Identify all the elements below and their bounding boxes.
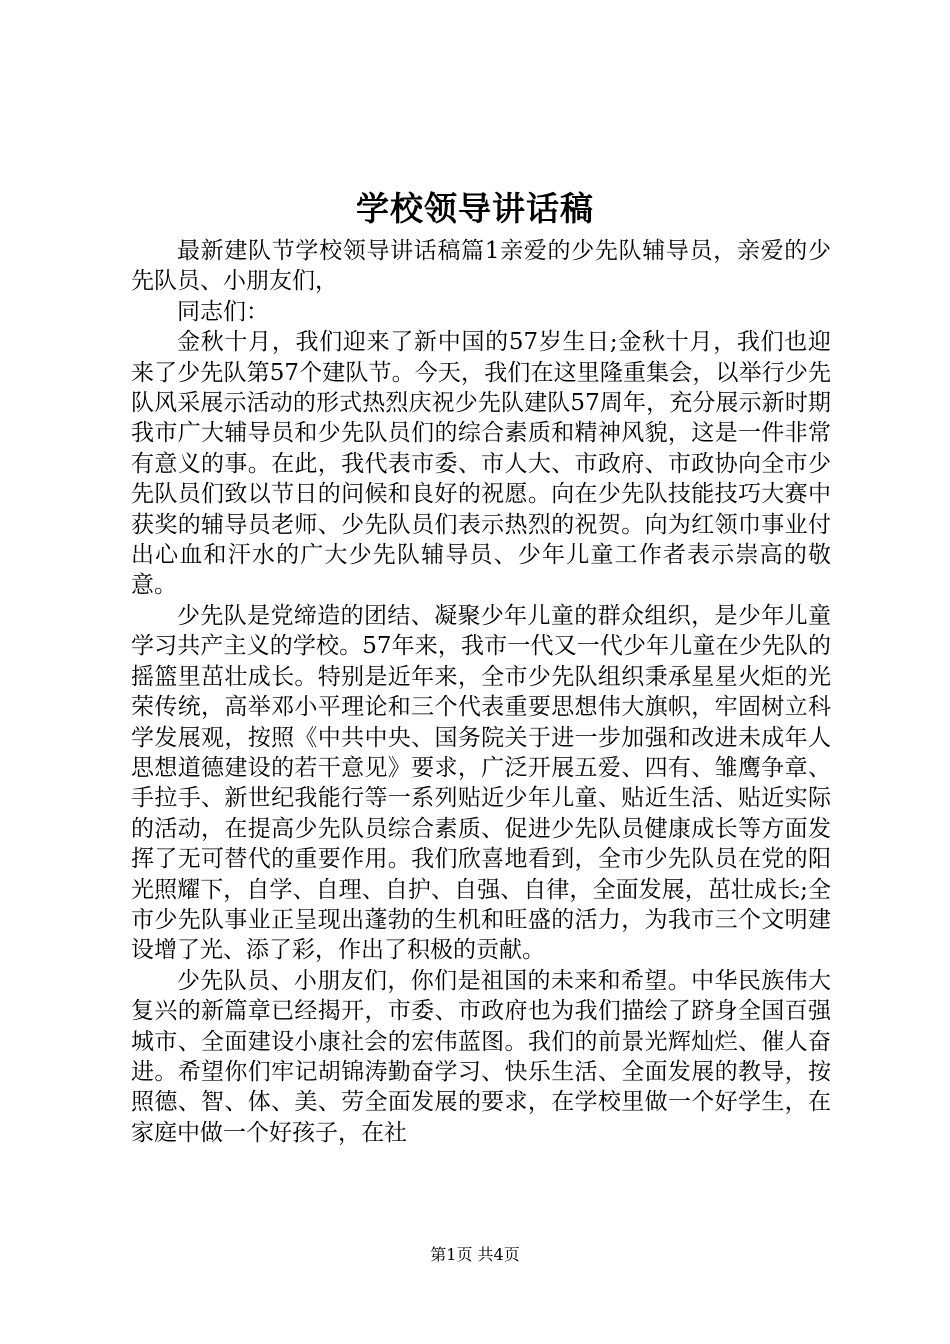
- paragraph-golden-autumn: 金秋十月，我们迎来了新中国的57岁生日;金秋十月，我们也迎来了少先队第57个建队节。今天，我们在这里隆重集会，以举行少先队风采展示活动的形式热烈庆祝少先队建队57周年，充分展示新时期我市广大辅导员和少先队员们的综合素质和精神风貌，这是一件非常有意义的事。在此，我代表市委、市人大、市政府、市政协向全市少先队员们致以节日的问候和良好的祝愿。向在少先队技能技巧大赛中获奖的辅导员老师、少先队员们表示热烈的祝贺。向为红领巾事业付出心血和汗水的广大少先队辅导员、少年儿童工作者表示崇高的敬意。: [131, 329, 831, 599]
- paragraph-comrades: 同志们：: [177, 298, 269, 325]
- paragraph-greeting: 最新建队节学校领导讲话稿篇1亲爱的少先队辅导员，亲爱的少先队员、小朋友们，: [131, 238, 831, 295]
- paragraph-future-hope: 少先队员、小朋友们，你们是祖国的未来和希望。中华民族伟大复兴的新篇章已经揭开，市委、市政府也为我们描绘了跻身全国百强城市、全面建设小康社会的宏伟蓝图。我们的前景光辉灿烂、催人奋进。希望你们牢记胡锦涛勤奋学习、快乐生活、全面发展的教导，按照德、智、体、美、劳全面发展的要求，在学校里做一个好学生，在家庭中做一个好孩子，在社: [131, 967, 831, 1146]
- page-number-footer: 第1页 共4页: [430, 1245, 520, 1264]
- paragraph-young-pioneers: 少先队是党缔造的团结、凝聚少年儿童的群众组织，是少年儿童学习共产主义的学校。57年来，我市一代又一代少年儿童在少先队的摇篮里茁壮成长。特别是近年来，全市少先队组织秉承星星火炬的光荣传统，高举邓小平理论和三个代表重要思想伟大旗帜，牢固树立科学发展观，按照《中共中央、国务院关于进一步加强和改进未成年人思想道德建设的若干意见》要求，广泛开展五爱、四有、雏鹰争章、手拉手、新世纪我能行等一系列贴近少年儿童、贴近生活、贴近实际的活动，在提高少先队员综合素质、促进少先队员健康成长等方面发挥了无可替代的重要作用。我们欣喜地看到，全市少先队员在党的阳光照耀下，自学、自理、自护、自强、自律，全面发展，茁壮成长;全市少先队事业正呈现出蓬勃的生机和旺盛的活力，为我市三个文明建设增了光、添了彩，作出了积极的贡献。: [131, 602, 831, 964]
- document-body: [131, 236, 831, 1148]
- document-title: 学校领导讲话稿: [356, 189, 594, 228]
